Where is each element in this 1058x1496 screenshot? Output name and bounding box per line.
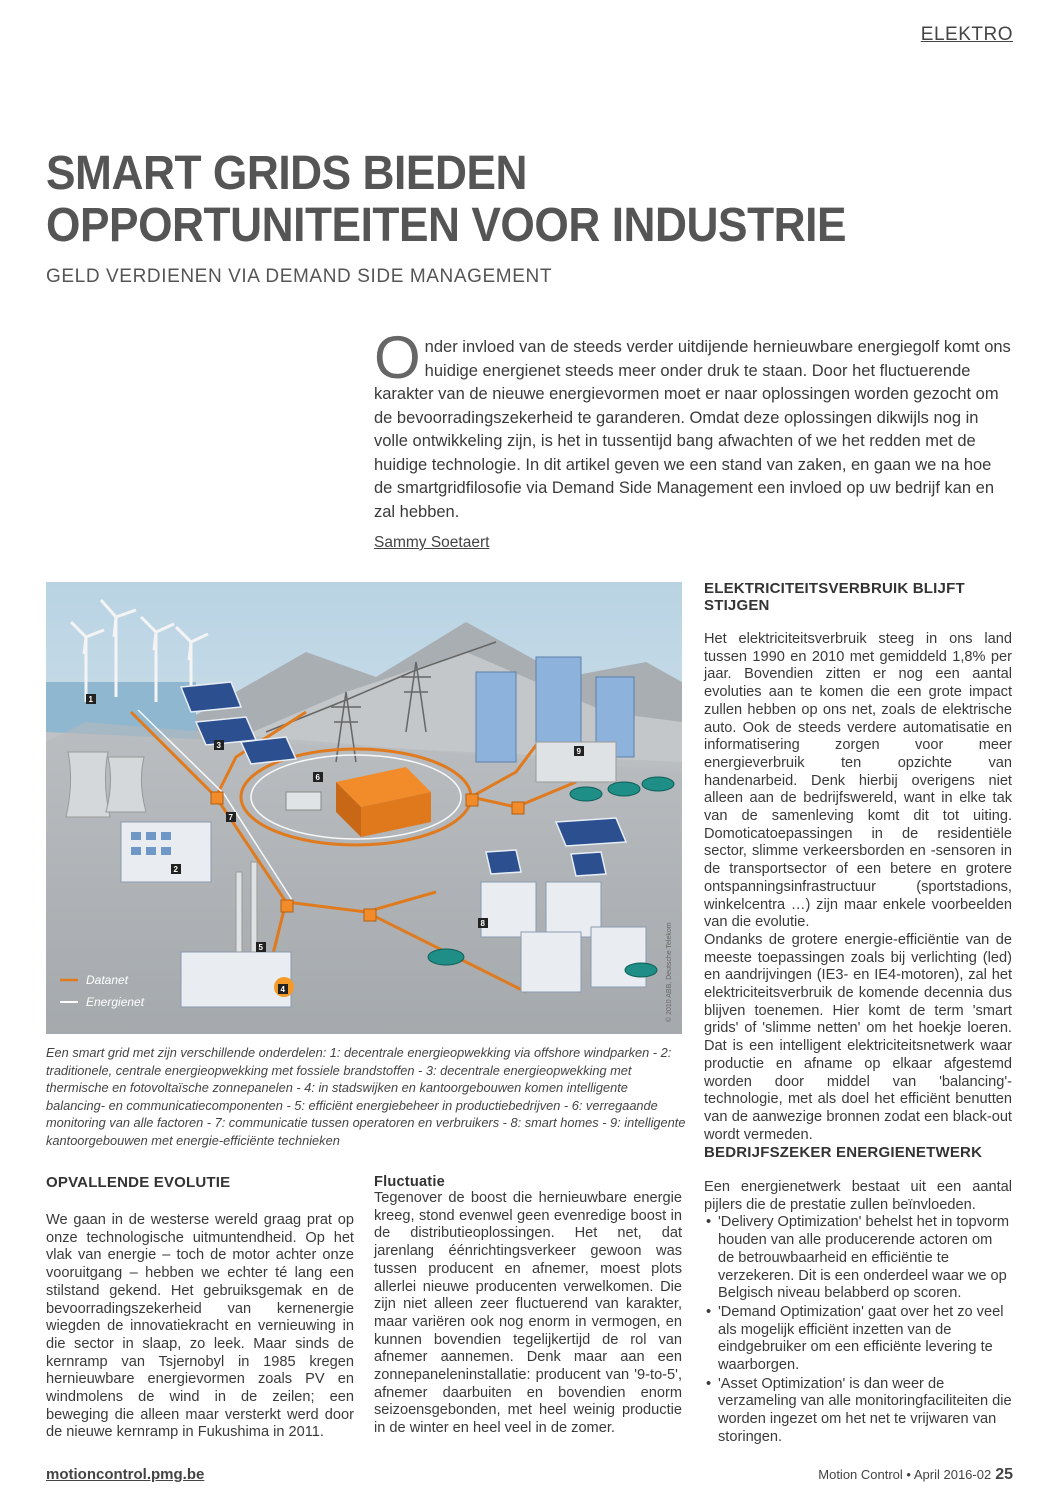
svg-text:8: 8	[480, 919, 485, 928]
smart-grid-illustration	[46, 582, 682, 1034]
figure-credit: © 2010 ABB, Deutsche Telekom	[666, 922, 673, 1022]
section-tag: ELEKTRO	[920, 24, 1013, 45]
svg-text:7: 7	[228, 813, 233, 822]
lead-paragraph	[374, 324, 1014, 524]
website-link[interactable]: motioncontrol.pmg.be	[46, 1466, 205, 1483]
svg-text:2: 2	[173, 865, 178, 874]
heading-netwerk: BEDRIJFSZEKER ENERGIENETWERK	[704, 1144, 983, 1161]
svg-text:9: 9	[576, 747, 581, 756]
text-netwerk-intro: Een energienetwerk bestaat uit een aantal pijlers die de prestatie zullen beïnvloeden.	[704, 1179, 1012, 1213]
svg-text:5: 5	[258, 943, 263, 952]
figure-caption: Een smart grid met zijn verschillende onderdelen: 1: decentrale energieopwekking via offshore windparken - 2: traditionele, centrale energieopwekking met fossiele brandstoffen - 3: decentrale energieopwekking met thermische en fotovoltaïsche zonnepanelen - 4: in stadswijken en kantoorgebouwen komen intelligente balancing- en communicatiecomponenten - 5: efficiënt energiebeheer in productiebedrijven - 6: verregaande monitoring van alle factoren - 7: communicatie tussen operatoren en verbruikers - 8: smart homes - 9: intelligente kantoorgebouwen met energie-efficiënte technieken	[46, 1045, 686, 1148]
svg-text:6: 6	[315, 773, 320, 782]
section-netwerk	[704, 1144, 1012, 1448]
page-number: 25	[995, 1466, 1013, 1483]
author-link[interactable]: Sammy Soetaert	[374, 534, 490, 551]
lead-text: nder invloed van de steeds verder uitdijende hernieuwbare energiegolf komt ons huidige energienet steeds meer onder druk te staan. Door het fluctuerende karakter van de nieuwe energievormen moet er naar oplossingen worden gezocht om de bevoorradingszekerheid te garanderen. Omdat deze oplossingen dikwijls nog in volle ontwikkeling zijn, is het in tussentijd bang afwachten of we het redden met de huidige technologie. In dit artikel geven we een stand van zaken, en gaan we na hoe de smartgridfilosofie via Demand Side Management een invloed op uw bedrijf kan en zal hebben.	[374, 338, 1011, 521]
svg-text:4: 4	[280, 985, 285, 994]
bullet-item: • 'Demand Optimization' gaat over het zo veel als mogelijk efficiënt inzetten van de eindgebruiker om een efficiënte levering te waarborgen.	[704, 1304, 1012, 1375]
section-verbruik	[704, 580, 1012, 1144]
title-line-2: OPPORTUNITEITEN VOOR INDUSTRIE	[46, 199, 847, 252]
article-title	[46, 148, 931, 252]
legend-datanet: Datanet	[86, 973, 129, 987]
text-verbruik-2: Ondanks de grotere energie-efficiëntie van de meeste toepassingen zoals bij verlichting (led) en aandrijvingen (IE3- en IE4-motoren), zal het elektriciteitsverbruik de komende decennia dus blijven toenemen. Hier komt de term 'smart grids' of 'slimme netten' om het hoekje loeren. Dat is een intelligent elektriciteitsnetwerk waar productie en afname op elkaar afgestemd worden door middel van 'balancing'-technologie, met als doel het efficiënt benutten van de aanwezige bronnen zodat een black-out wordt vermeden.	[704, 931, 1012, 1143]
bullet-item: • 'Delivery Optimization' behelst het in topvorm houden van alle producerende actoren om de betrouwbaarheid en efficiëntie te verzekeren. Dit is een onderdeel waar we op Belgisch niveau belabberd op scoren.	[704, 1214, 1012, 1303]
footer-info	[818, 1466, 1013, 1484]
heading-fluctuatie: Fluctuatie	[374, 1174, 445, 1190]
legend-energienet: Energienet	[86, 995, 145, 1009]
bullet-item: • 'Asset Optimization' is dan weer de verzameling van alle monitoringfaciliteiten die worden ingezet om het net te vrijwaren van storingen.	[704, 1376, 1012, 1447]
heading-evolutie: OPVALLENDE EVOLUTIE	[46, 1174, 231, 1191]
svg-text:3: 3	[216, 741, 221, 750]
section-evolutie	[46, 1174, 354, 1442]
magazine-issue: Motion Control • April 2016-02	[818, 1467, 992, 1482]
heading-verbruik: ELEKTRICITEITSVERBRUIK BLIJFT STIJGEN	[704, 580, 965, 614]
title-line-1: SMART GRIDS BIEDEN	[46, 147, 528, 200]
text-fluctuatie: Tegenover de boost die hernieuwbare energie kreeg, stond evenwel geen evenredige boost in de distributieoplossingen. Het net, dat jarenlang éénrichtingsverkeer gewoon was tussen producent en afnemer, moest plots allerlei nieuwe producenten verwelkomen. Die zijn niet alleen zeer fluctuerend van karakter, maar variëren ook nog enorm in vermogen, en kunnen bovendien tegelijkertijd de rol van afnemer aannemen. Denk maar aan een zonnepaneleninstallatie: producent van '9-to-5', afnemer daarbuiten en bovendien enorm seizoensgebonden, met heel weinig productie in de winter en heel veel in de zomer.	[374, 1190, 682, 1437]
text-verbruik-1: Het elektriciteitsverbruik steeg in ons land tussen 1990 en 2010 met gemiddeld 1,8% per jaar. Bovendien zitten er nog een aantal evoluties aan te komen die een grote impact zullen hebben op ons net, zoals de elektrische auto. Ook de steeds verdere automatisatie en informatisering zorgen voor meer energieverbruik ten opzichte van handenarbeid. Denk hierbij overigens niet alleen aan de bedrijfswereld, want in elke tak van de samenleving komt dit tot uiting. Domoticatoepassingen in de residentiële sector, slimme verkeersborden en -sensoren in de transportsector of een betere en grotere ontspanningsinfrastructuur (sportstadions, winkelcentra …) zijn maar enkele voorbeelden van die evolutie.	[704, 631, 1012, 931]
drop-cap: O	[374, 324, 421, 391]
text-evolutie: We gaan in de westerse wereld graag prat op onze technologische uitmuntendheid. Op het vlak van energie – toch de motor achter onze vooruitgang – hebben we echter té lang een stilstand gekend. Het gebruiksgemak en de bevoorradingszekerheid van kernenergie wiegden de innovatiekracht en vernieuwing in die sector in slaap, zo leek. Maar sinds de kernramp van Tsjernobyl in 1985 kregen hernieuwbare energievormen zoals PV en windmolens de wind in de zeilen; een beweging die alleen maar versterkt werd door de nieuwe kernramp in Fukushima in 2011.	[46, 1212, 354, 1441]
section-fluctuatie	[374, 1174, 682, 1438]
netwerk-bullet-list	[704, 1214, 1012, 1446]
article-subtitle: GELD VERDIENEN VIA DEMAND SIDE MANAGEMENT	[46, 266, 553, 287]
svg-text:1: 1	[88, 695, 93, 704]
